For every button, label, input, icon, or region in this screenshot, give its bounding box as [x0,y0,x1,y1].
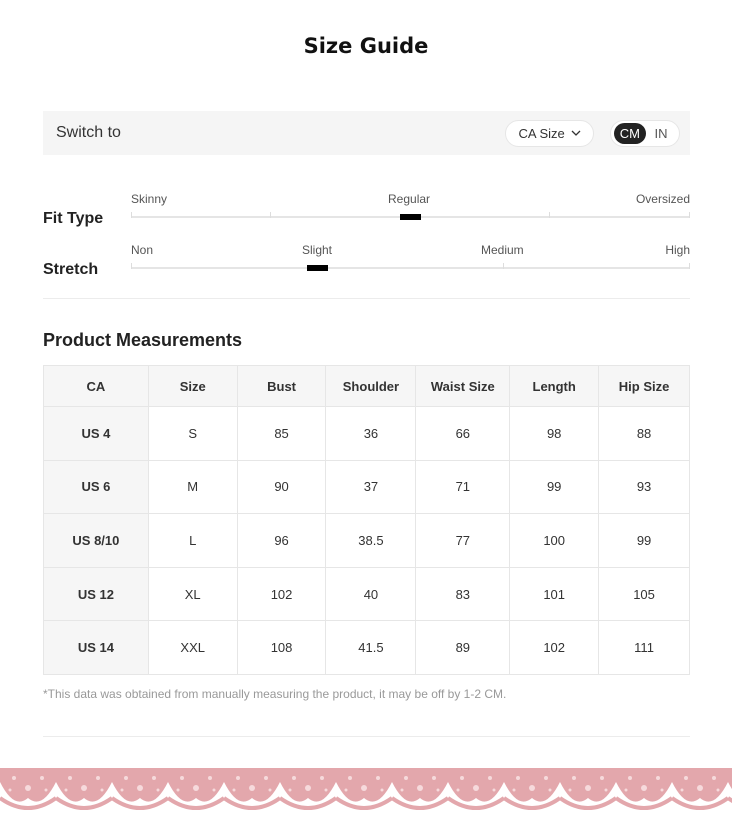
table-row [44,514,690,568]
stretch-option-high: High [665,243,690,257]
stretch-option-slight: Slight [302,243,333,257]
column-header: Shoulder [326,366,416,407]
table-cell: 111 [599,621,690,675]
table-cell: US 14 [44,621,149,675]
table-cell: 108 [237,621,326,675]
column-header: Waist Size [416,366,510,407]
table-cell: US 12 [44,567,149,621]
fit-type-marker [400,214,421,220]
unit-toggle [610,120,680,147]
column-header: Length [510,366,599,407]
table-row [44,621,690,675]
chevron-down-icon [571,130,581,136]
stretch-option-medium: Medium [481,243,524,257]
tick [270,212,271,218]
table-cell: 90 [237,460,326,514]
table-cell: M [148,460,237,514]
table-cell: 99 [599,514,690,568]
table-cell: 37 [326,460,416,514]
table-cell: 98 [510,407,599,461]
table-cell: 40 [326,567,416,621]
table-cell: 102 [510,621,599,675]
table-cell: 71 [416,460,510,514]
table-cell: 101 [510,567,599,621]
stretch-marker [307,265,328,271]
table-cell: 41.5 [326,621,416,675]
divider [43,298,690,299]
region-select-value: CA Size [518,125,565,141]
table-cell: 83 [416,567,510,621]
measurements-table [43,365,690,675]
stretch-scale [43,243,690,283]
tick [689,263,690,269]
fit-type-scale [43,192,690,232]
switch-bar [43,111,690,155]
table-cell: US 8/10 [44,514,149,568]
fit-option-skinny: Skinny [131,192,168,206]
tick [503,263,504,269]
table-row [44,460,690,514]
table-cell: L [148,514,237,568]
tick [549,212,550,218]
table-cell: 85 [237,407,326,461]
column-header: Bust [237,366,326,407]
table-cell: 96 [237,514,326,568]
stretch-option-non: Non [131,243,154,257]
table-cell: S [148,407,237,461]
tick [131,263,132,269]
fit-type-label: Fit Type [43,210,104,227]
measurement-note: *This data was obtained from manually measuring the product, it may be off by 1-2 CM. [43,687,507,701]
table-cell: XXL [148,621,237,675]
table-cell: 36 [326,407,416,461]
switch-label: Switch to [56,124,121,141]
table-cell: 66 [416,407,510,461]
column-header: Hip Size [599,366,690,407]
table-row [44,407,690,461]
table-cell: 89 [416,621,510,675]
tick [131,212,132,218]
unit-in-button[interactable]: IN [654,125,668,141]
table-cell: 99 [510,460,599,514]
table-cell: 88 [599,407,690,461]
page-title: Size Guide [303,34,429,58]
table-cell: US 4 [44,407,149,461]
stretch-track [131,267,690,269]
column-header: CA [44,366,149,407]
unit-cm-button[interactable]: CM [614,123,646,144]
table-cell: 105 [599,567,690,621]
table-cell: 100 [510,514,599,568]
column-header: Size [148,366,237,407]
table-header-row [44,366,690,407]
lace-border-decoration [0,768,732,814]
table-cell: US 6 [44,460,149,514]
table-row [44,567,690,621]
region-size-select[interactable] [505,120,594,147]
stretch-label: Stretch [43,261,99,278]
table-cell: 93 [599,460,690,514]
tick [689,212,690,218]
table-cell: 38.5 [326,514,416,568]
table-cell: 102 [237,567,326,621]
fit-option-regular: Regular [388,192,431,206]
table-cell: 77 [416,514,510,568]
measurements-title: Product Measurements [43,330,243,350]
fit-option-oversized: Oversized [635,192,690,206]
table-cell: XL [148,567,237,621]
divider [43,736,690,737]
